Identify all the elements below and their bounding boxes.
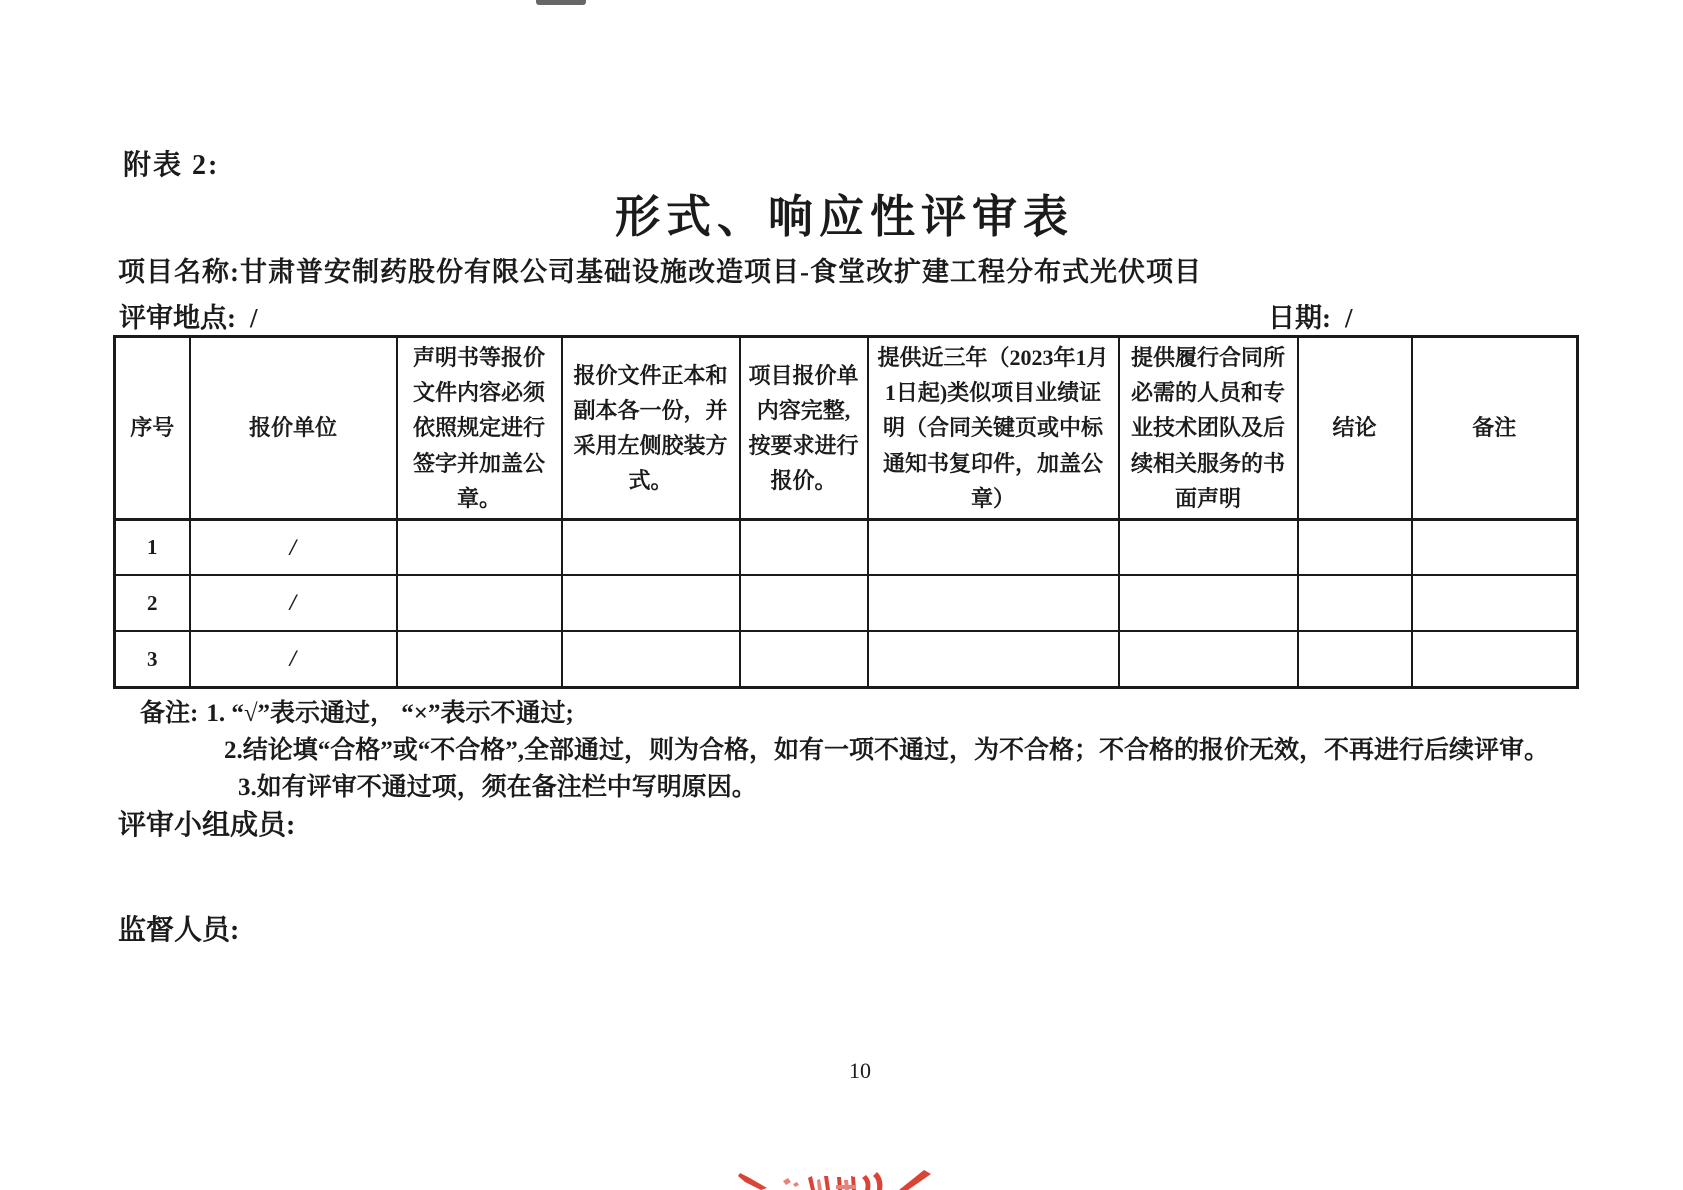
table-header-row (115, 337, 1578, 520)
cell-empty (868, 575, 1119, 631)
cell-bidder: / (190, 575, 397, 631)
date-value: / (1345, 303, 1353, 333)
cell-seq: 2 (115, 575, 190, 631)
cell-seq: 3 (115, 631, 190, 687)
header-conclusion: 结论 (1298, 337, 1412, 520)
project-name-label: 项目名称: (118, 257, 240, 287)
supervisor-label: 监督人员: (118, 915, 240, 946)
red-stamp-fragment (736, 1164, 938, 1190)
note-line-2 (224, 730, 1549, 766)
cell-empty (740, 631, 868, 687)
review-table (113, 335, 1579, 689)
header-quote-completeness: 项目报价单内容完整,按要求进行报价。 (740, 337, 868, 520)
page-title: 形式、响应性评审表 (614, 192, 1074, 242)
cell-empty (1298, 519, 1412, 575)
cell-empty (1412, 631, 1578, 687)
cell-empty (562, 575, 740, 631)
cell-empty (562, 631, 740, 687)
project-name-line (118, 250, 1202, 289)
header-signature-seal: 声明书等报价文件内容必须依照规定进行签字并加盖公章。 (397, 337, 562, 520)
cell-bidder: / (190, 519, 397, 575)
table-row (115, 631, 1578, 687)
cell-empty (1412, 575, 1578, 631)
date-line (1268, 296, 1353, 335)
cell-bidder: / (190, 631, 397, 687)
cell-seq: 1 (115, 519, 190, 575)
cell-empty (1412, 519, 1578, 575)
cell-empty (1298, 631, 1412, 687)
cell-empty (1298, 575, 1412, 631)
note-line-3 (238, 767, 757, 803)
review-location-value: / (250, 303, 258, 333)
page-number: 10 (849, 1058, 871, 1083)
review-location-label: 评审地点: (119, 303, 236, 333)
cell-empty (1119, 575, 1298, 631)
cell-empty (397, 575, 562, 631)
cell-empty (868, 519, 1119, 575)
cell-empty (740, 519, 868, 575)
notes-label: 备注: (140, 700, 199, 727)
attachment-label: 附表 2: (123, 150, 220, 181)
cell-empty (868, 631, 1119, 687)
review-location-line (119, 296, 258, 335)
cell-empty (740, 575, 868, 631)
table-row (115, 519, 1578, 575)
header-seq: 序号 (115, 337, 190, 520)
note-item-2: 2.结论填“合格”或“不合格”,全部通过，则为合格，如有一项不通过，为不合格；不合格的报价无效，不再进行后续评审。 (224, 737, 1550, 764)
cell-empty (1119, 519, 1298, 575)
note-item-1: 1. “√”表示通过， “×”表示不通过; (206, 700, 574, 727)
cell-empty (1119, 631, 1298, 687)
cell-empty (397, 519, 562, 575)
note-line-1 (140, 693, 574, 729)
scan-smudge-artifact (536, 0, 586, 5)
cell-empty (562, 519, 740, 575)
header-remarks: 备注 (1412, 337, 1578, 520)
review-team-label: 评审小组成员: (118, 810, 296, 841)
cell-empty (397, 631, 562, 687)
date-label: 日期: (1268, 303, 1331, 333)
evaluation-table (113, 335, 1579, 689)
note-item-3: 3.如有评审不通过项，须在备注栏中写明原因。 (238, 774, 757, 801)
header-performance-proof: 提供近三年（2023年1月1日起)类似项目业绩证明（合同关键页或中标通知书复印件，加盖公章） (868, 337, 1119, 520)
header-personnel-statement: 提供履行合同所必需的人员和专业技术团队及后续相关服务的书面声明 (1119, 337, 1298, 520)
header-binding-method: 报价文件正本和副本各一份，并采用左侧胶装方式。 (562, 337, 740, 520)
header-bidder: 报价单位 (190, 337, 397, 520)
table-row (115, 575, 1578, 631)
project-name-value: 甘肃普安制药股份有限公司基础设施改造项目-食堂改扩建工程分布式光伏项目 (240, 257, 1202, 287)
